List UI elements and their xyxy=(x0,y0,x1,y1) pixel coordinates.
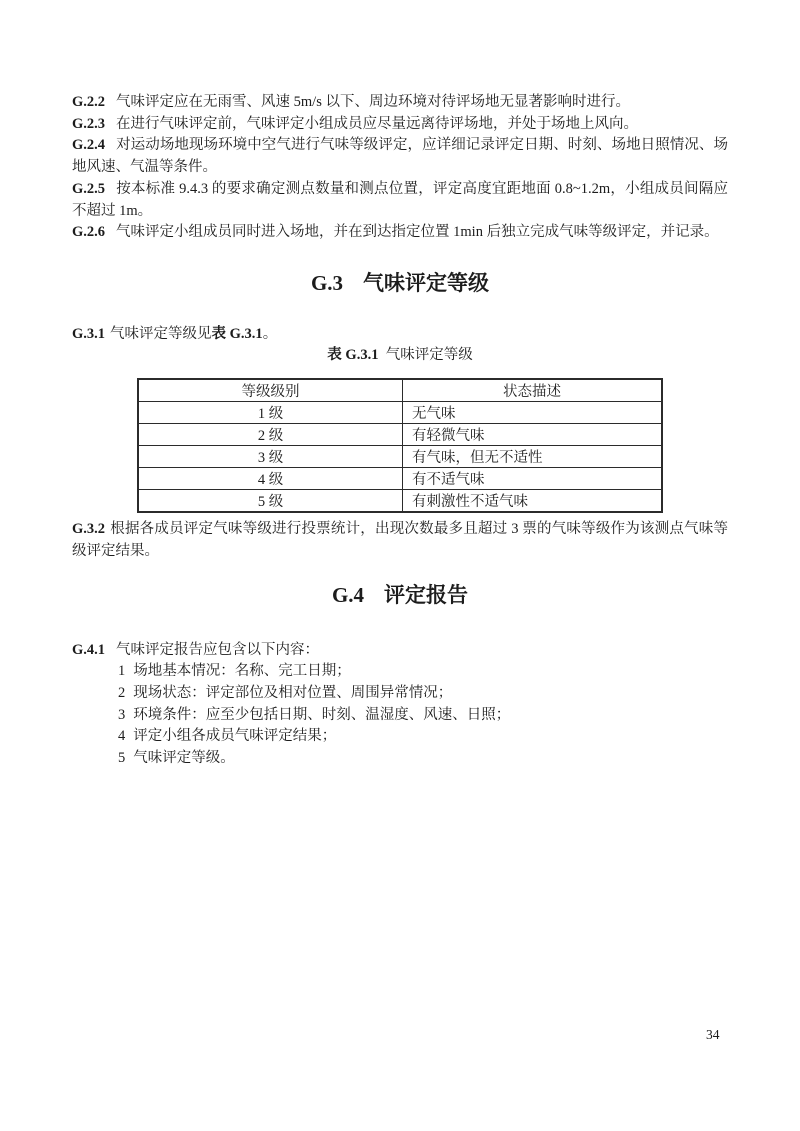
page-content xyxy=(72,0,728,770)
section-number: G.3 xyxy=(310,270,344,295)
item-number: 4 xyxy=(118,728,126,745)
item-text: 场地基本情况：名称、完工日期； xyxy=(133,663,351,680)
table-row xyxy=(138,424,662,446)
cell-level: 2 级 xyxy=(138,424,403,446)
clause-g2-3 xyxy=(72,114,728,136)
list-item xyxy=(72,726,728,748)
cell-desc: 有轻微气味 xyxy=(403,424,663,446)
item-number: 1 xyxy=(118,663,126,680)
cell-level: 5 级 xyxy=(138,490,403,513)
clause-text: 。 xyxy=(262,325,278,342)
clause-text: 根据各成员评定气味等级进行投票统计，出现次数最多且超过 3 票的气味等级作为该测点气味等级评定结果。 xyxy=(72,521,728,559)
cell-level: 4 级 xyxy=(138,468,403,490)
clause-label: G.2.5 xyxy=(72,180,106,197)
page-number: 34 xyxy=(706,1027,720,1042)
clause-text: 气味评定等级见 xyxy=(110,325,212,342)
table-reference: 表 G.3.1 xyxy=(211,325,263,342)
cell-desc: 有刺激性不适气味 xyxy=(403,490,663,513)
clause-text: 气味评定报告应包含以下内容： xyxy=(116,641,320,658)
section-number: G.4 xyxy=(331,582,365,607)
list-item xyxy=(72,705,728,727)
clause-text: 对运动场地现场环境中空气进行气味等级评定，应详细记录评定日期、时刻、场地日照情况、场地风速、气温等条件。 xyxy=(72,137,728,176)
list-item xyxy=(72,748,728,770)
clause-label: G.3.2 xyxy=(72,521,106,538)
table-caption-title: 气味评定等级 xyxy=(385,346,473,363)
table-row xyxy=(138,468,662,490)
clause-label: G.2.4 xyxy=(72,137,106,154)
item-text: 环境条件：应至少包括日期、时刻、温湿度、风速、日照； xyxy=(133,706,511,723)
cell-desc: 无气味 xyxy=(403,402,663,424)
clause-g4-1 xyxy=(72,640,728,662)
clause-label: G.2.6 xyxy=(72,224,106,241)
clause-text: 气味评定小组成员同时进入场地，并在到达指定位置 1min 后独立完成气味等级评定，并记录。 xyxy=(116,224,719,241)
cell-desc: 有不适气味 xyxy=(403,468,663,490)
clause-label: G.4.1 xyxy=(72,641,106,658)
item-text: 现场状态：评定部位及相对位置、周围异常情况； xyxy=(133,684,453,701)
clause-g3-2 xyxy=(72,519,728,562)
clause-g3-1 xyxy=(72,324,728,346)
clause-label: G.2.3 xyxy=(72,115,106,132)
table-row xyxy=(138,446,662,468)
section-title: 评定报告 xyxy=(384,582,469,607)
clause-label: G.2.2 xyxy=(72,94,106,110)
report-content-list xyxy=(72,661,728,770)
column-header-desc: 状态描述 xyxy=(403,379,663,402)
item-text: 气味评定等级。 xyxy=(133,750,235,767)
clause-text: 气味评定应在无雨雪、风速 5m/s 以下、周边环境对待评场地无显著影响时进行。 xyxy=(116,94,630,110)
table-row xyxy=(138,490,662,513)
clause-g2-5 xyxy=(72,179,728,222)
item-number: 5 xyxy=(118,750,126,767)
item-number: 2 xyxy=(118,684,126,701)
section-heading-g3 xyxy=(72,270,728,297)
clause-g2-4 xyxy=(72,135,728,178)
item-number: 3 xyxy=(118,706,126,723)
section-heading-g4 xyxy=(72,582,728,609)
list-item xyxy=(72,661,728,683)
column-header-level: 等级级别 xyxy=(138,379,403,402)
table-caption-number: 表 G.3.1 xyxy=(327,346,379,363)
clause-g2-6 xyxy=(72,222,728,244)
clause-text: 按本标准 9.4.3 的要求确定测点数量和测点位置，评定高度宜距地面 0.8~1.2m，小组成员间隔应不超过 1m。 xyxy=(72,180,728,219)
table-row xyxy=(138,402,662,424)
clause-text: 在进行气味评定前，气味评定小组成员应尽量远离待评场地，并处于场地上风向。 xyxy=(116,115,639,132)
item-text: 评定小组各成员气味评定结果； xyxy=(133,728,337,745)
section-title: 气味评定等级 xyxy=(363,270,490,295)
clause-label: G.3.1 xyxy=(72,325,106,342)
table-header-row xyxy=(138,379,662,402)
cell-level: 1 级 xyxy=(138,402,403,424)
table-caption xyxy=(72,346,728,364)
list-item xyxy=(72,683,728,705)
clause-g2-2 xyxy=(72,92,728,114)
odor-grade-table xyxy=(137,378,663,513)
cell-level: 3 级 xyxy=(138,446,403,468)
cell-desc: 有气味，但无不适性 xyxy=(403,446,663,468)
